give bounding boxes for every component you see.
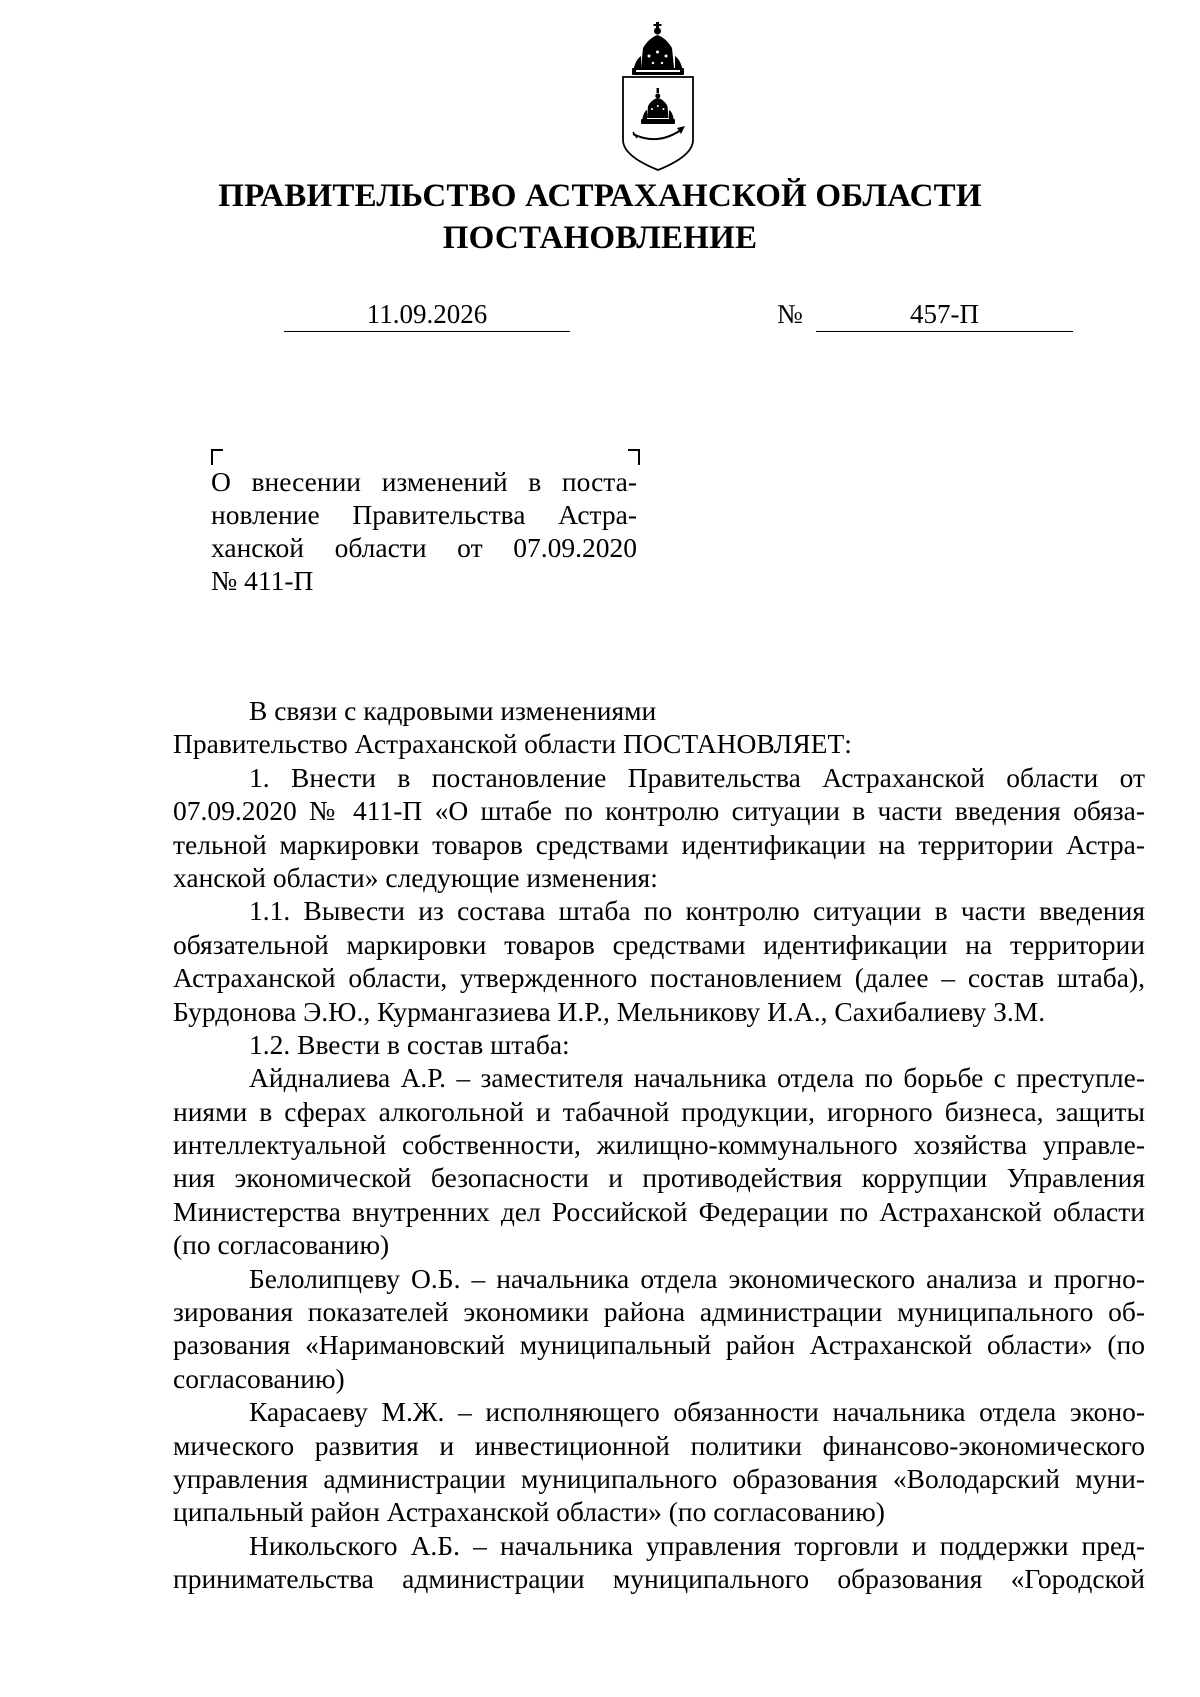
body-line: 07.09.2020 № 411-П «О штабе по контролю ситуации в части введения обяза-: [173, 795, 1145, 827]
body-line: 1. Внести в постановление Правительства Астраханской области от: [249, 761, 1145, 793]
subject-line: О внесении изменений в поста-: [211, 466, 637, 497]
body-line: обязательной маркировки товаров средствами идентификации на территории: [173, 928, 1145, 960]
body-line: ния экономической безопасности и противодействия коррупции Управления: [173, 1162, 1145, 1194]
body-line: принимательства администрации муниципального образования «Городской: [173, 1563, 1145, 1595]
body-line: ниями в сферах алкогольной и табачной продукции, игорного бизнеса, защиты: [173, 1095, 1145, 1127]
subject-corner-right: [628, 449, 640, 465]
body-line: Правительство Астраханской области ПОСТАНОВЛЯЕТ:: [173, 728, 852, 760]
body-line: ципальный район Астраханской области» (по согласованию): [173, 1496, 885, 1528]
body-line: Карасаеву М.Ж. – исполняющего обязанности начальника отдела эконо-: [249, 1396, 1145, 1428]
body-line: мического развития и инвестиционной политики финансово-экономического: [173, 1429, 1145, 1461]
document-body: [173, 694, 1145, 1596]
subject-line: ханской области от 07.09.2020: [211, 532, 637, 563]
body-line: ханской области» следующие изменения:: [173, 861, 658, 893]
body-line: Бурдонова Э.Ю., Курмангазиева И.Р., Мельникову И.А., Сахибалиеву З.М.: [173, 995, 1046, 1027]
body-line: Никольского А.Б. – начальника управления торговли и поддержки пред-: [249, 1529, 1145, 1561]
body-line: Министерства внутренних дел Российской Федерации по Астраханской области: [173, 1195, 1145, 1227]
coat-of-arms-emblem: [619, 22, 697, 172]
body-line: Айдналиева А.Р. – заместителя начальника отдела по борьбе с преступле-: [249, 1062, 1145, 1094]
body-line: разования «Наримановский муниципальный район Астраханской области» (по: [173, 1329, 1145, 1361]
document-type-title: ПОСТАНОВЛЕНИЕ: [442, 220, 758, 256]
body-line: зирования показателей экономики района администрации муниципального об-: [173, 1296, 1145, 1328]
number-sign: №: [777, 299, 803, 329]
body-line: (по согласованию): [173, 1229, 390, 1261]
body-line: согласованию): [173, 1362, 345, 1394]
body-line: управления администрации муниципального образования «Володарский муни-: [173, 1462, 1145, 1494]
document-date: 11.09.2026: [284, 298, 570, 332]
subject-corner-left: [211, 449, 223, 465]
organization-title: ПРАВИТЕЛЬСТВО АСТРАХАНСКОЙ ОБЛАСТИ: [218, 178, 982, 214]
body-line: 1.1. Вывести из состава штаба по контролю ситуации в части введения: [249, 895, 1145, 927]
body-line: интеллектуальной собственности, жилищно-коммунального хозяйства управле-: [173, 1129, 1145, 1161]
subject-line: новление Правительства Астра-: [211, 499, 637, 530]
body-line: 1.2. Ввести в состав штаба:: [249, 1028, 570, 1060]
body-line: Белолипцеву О.Б. – начальника отдела экономического анализа и прогно-: [249, 1262, 1145, 1294]
body-line: тельной маркировки товаров средствами идентификации на территории Астра-: [173, 828, 1145, 860]
document-number: 457-П: [816, 298, 1073, 332]
subject-block: [211, 465, 637, 597]
subject-line: № 411-П: [211, 565, 314, 596]
body-line: Астраханской области, утвержденного постановлением (далее – состав штаба),: [173, 962, 1145, 994]
body-line: В связи с кадровыми изменениями: [249, 695, 657, 726]
